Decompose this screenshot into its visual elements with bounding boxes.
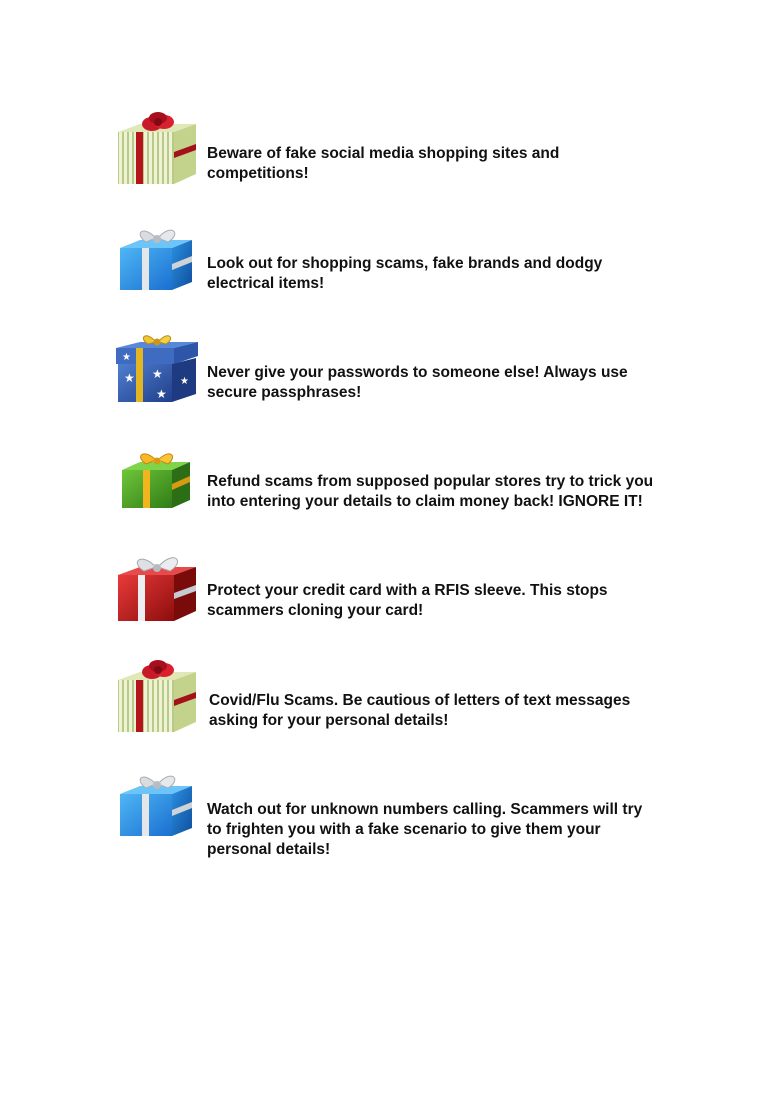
svg-text:★: ★: [152, 367, 163, 381]
tip-text: Covid/Flu Scams. Be cautious of letters of text messages asking for your personal details!: [209, 692, 631, 729]
svg-text:★: ★: [122, 352, 131, 363]
gift-green-gold-ribbon-icon: [112, 448, 202, 528]
tip-text: Watch out for unknown numbers calling. Scammers will try to frighten you with a fake scenario to give them your personal details!: [207, 801, 643, 858]
gift-blue-stars-gold-ribbon-icon: [112, 330, 202, 410]
tip-text: Refund scams from supposed popular stores try to trick you into entering your details to claim money back! IGNORE IT!: [207, 473, 654, 510]
svg-text:★: ★: [180, 376, 189, 387]
gift-striped-red-ribbon-icon: [112, 658, 202, 738]
gift-blue-silver-ribbon-icon: [112, 222, 202, 302]
tip-text: Look out for shopping scams, fake brands and dodgy electrical items!: [207, 255, 603, 292]
svg-text:★: ★: [124, 371, 135, 385]
tip-text: Never give your passwords to someone else! Always use secure passphrases!: [207, 364, 628, 401]
svg-text:★: ★: [156, 387, 167, 401]
gift-red-silver-ribbon-icon: [112, 549, 202, 629]
tip-text: Protect your credit card with a RFIS sleeve. This stops scammers cloning your card!: [207, 582, 608, 619]
gift-blue-silver-ribbon-icon: [112, 768, 202, 848]
tip-text: Beware of fake social media shopping sites and competitions!: [207, 145, 560, 182]
gift-striped-red-ribbon-icon: [112, 110, 202, 190]
